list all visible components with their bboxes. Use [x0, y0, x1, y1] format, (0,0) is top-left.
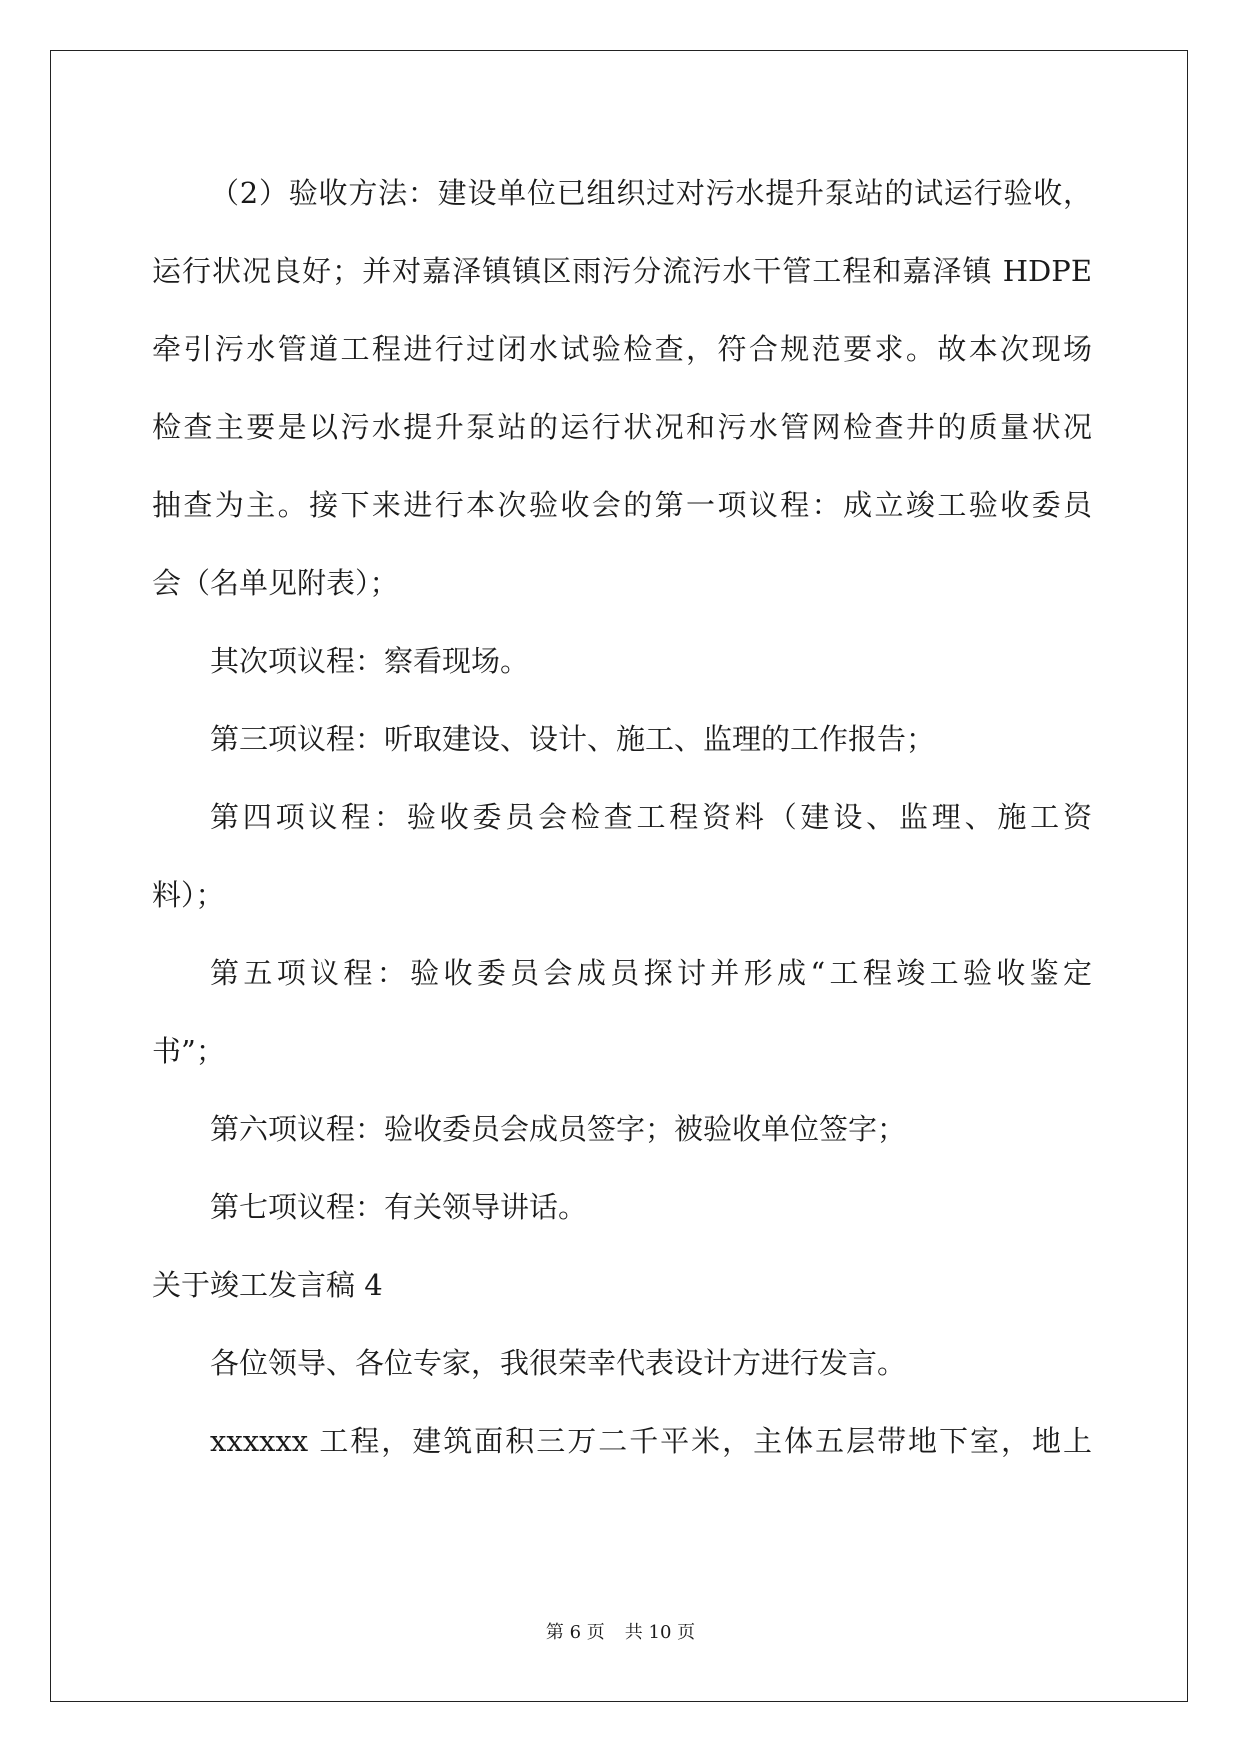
text-line: 料）；: [152, 878, 225, 912]
page-footer: [0, 1618, 1241, 1648]
page-total: 共 10 页: [624, 1622, 696, 1643]
text-line: 检查主要是以污水提升泵站的运行状况和污水管网检查井的质量状况: [152, 410, 1092, 444]
text-line: 第七项议程：有关领导讲话。: [210, 1190, 588, 1224]
text-line: 抽查为主。接下来进行本次验收会的第一项议程：成立竣工验收委员: [152, 488, 1092, 522]
text-line: xxxxxx 工程，建筑面积三万二千平米，主体五层带地下室，地上: [210, 1424, 1092, 1458]
text-line: 牵引污水管道工程进行过闭水试验检查，符合规范要求。故本次现场: [152, 332, 1092, 366]
section-heading: 关于竣工发言稿 4: [152, 1268, 383, 1302]
text-line: 各位领导、各位专家，我很荣幸代表设计方进行发言。: [210, 1346, 907, 1380]
text-line: 第五项议程：验收委员会成员探讨并形成“工程竣工验收鉴定: [210, 956, 1092, 990]
text-line: 第六项议程：验收委员会成员签字；被验收单位签字；: [210, 1112, 907, 1146]
page-number: 第 6 页: [545, 1622, 605, 1643]
text-line: 其次项议程：察看现场。: [210, 644, 530, 678]
text-line: 会（名单见附表）；: [152, 566, 399, 600]
text-line: 运行状况良好；并对嘉泽镇镇区雨污分流污水干管工程和嘉泽镇 HDPE: [152, 254, 1092, 288]
text-line: （2）验收方法：建设单位已组织过对污水提升泵站的试运行验收，: [210, 176, 1092, 210]
text-line: 第四项议程：验收委员会检查工程资料（建设、监理、施工资: [210, 800, 1092, 834]
text-line: 第三项议程：听取建设、设计、施工、监理的工作报告；: [210, 722, 936, 756]
text-line: 书”；: [152, 1034, 225, 1068]
